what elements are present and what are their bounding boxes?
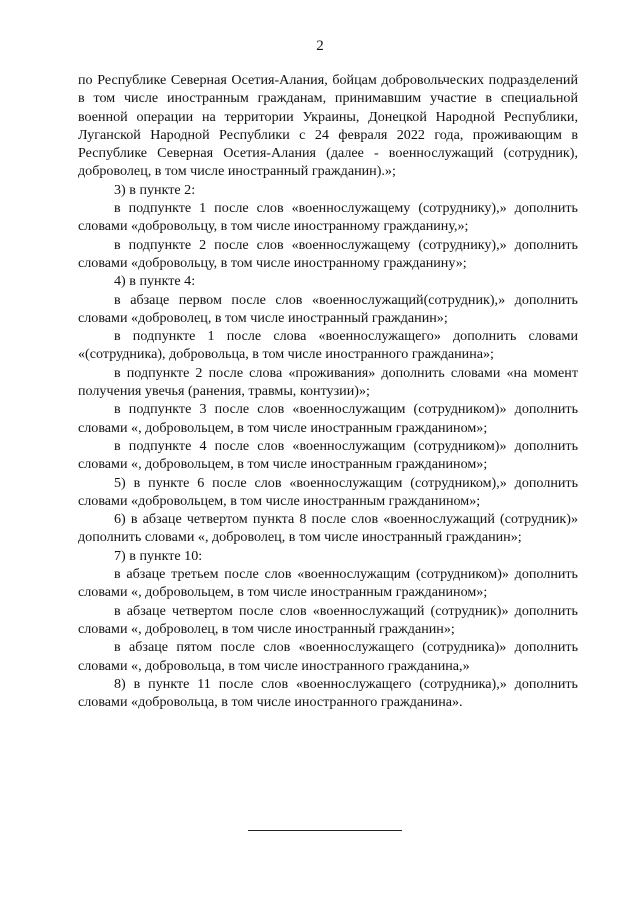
paragraph: в подпункте 1 после слова «военнослужащего» дополнить словами «(сотрудника), добровольца, в том числе иностранного гражданина»; (78, 328, 578, 363)
paragraph: в подпункте 4 после слов «военнослужащим (сотрудником)» дополнить словами «, добровольцем, в том числе иностранным гражданином»; (78, 437, 578, 473)
paragraph-item-7: 7) в пункте 10: (114, 547, 203, 564)
paragraph: в подпункте 2 после слова «проживания» дополнить словами «на момент получения увечья (ранения, травмы, контузии)»; (78, 364, 578, 400)
page-number: 2 (316, 38, 324, 54)
paragraph: в абзаце третьем после слов «военнослужащим (сотрудником)» дополнить словами «, добровольцем, в том числе иностранным гражданином»; (78, 566, 578, 601)
paragraph: в подпункте 2 после слов «военнослужащему (сотруднику),» дополнить словами «добровольцу, в том числе иностранному гражданину»; (78, 236, 578, 271)
paragraph: в абзаце пятом после слов «военнослужащего (сотрудника)» дополнить словами «, добровольца, в том числе иностранного гражданина,» (78, 639, 578, 674)
document-body (78, 71, 578, 711)
paragraph: в подпункте 3 после слов «военнослужащим (сотрудником)» дополнить словами «, добровольцем, в том числе иностранным гражданином»; (78, 401, 578, 436)
paragraph: в подпункте 1 после слов «военнослужащему (сотруднику),» дополнить словами «добровольцу, в том числе иностранному гражданину,»; (78, 200, 578, 235)
paragraph-item-3: 3) в пункте 2: (114, 181, 196, 198)
paragraph-continuation: по Республике Северная Осетия-Алания, бойцам добровольческих подразделений в том числе иностранным гражданам, принимавшим участие в специальной военной операции на территории Украины, Донецкой Народной Республики, Луганской Народной Республики с 24 февраля 2022 года, проживающим в Республике Северная Осетия-Алания (далее - военнослужащий (сотрудник), доброволец, в том числе иностранный гражданин).»; (78, 72, 578, 180)
paragraph-item-8: 8) в пункте 11 после слов «военнослужащего (сотрудника),» дополнить словами «добровольца, в том числе иностранного гражданина». (78, 675, 578, 711)
separator-line (248, 830, 402, 831)
paragraph: в абзаце первом после слов «военнослужащий(сотрудник),» дополнить словами «доброволец, в том числе иностранный гражданин»; (78, 291, 578, 326)
paragraph-item-6: 6) в абзаце четвертом пункта 8 после слов «военнослужащий (сотрудник)» дополнить словами «, доброволец, в том числе иностранный гражданин»; (78, 511, 578, 546)
paragraph-item-4: 4) в пункте 4: (114, 273, 196, 290)
paragraph: в абзаце четвертом после слов «военнослужащий (сотрудник)» дополнить словами «, доброволец, в том числе иностранный гражданин»; (78, 602, 578, 637)
paragraph-item-5: 5) в пункте 6 после слов «военнослужащим (сотрудником),» дополнить словами «добровольцем, в том числе иностранным гражданином»; (78, 474, 578, 509)
